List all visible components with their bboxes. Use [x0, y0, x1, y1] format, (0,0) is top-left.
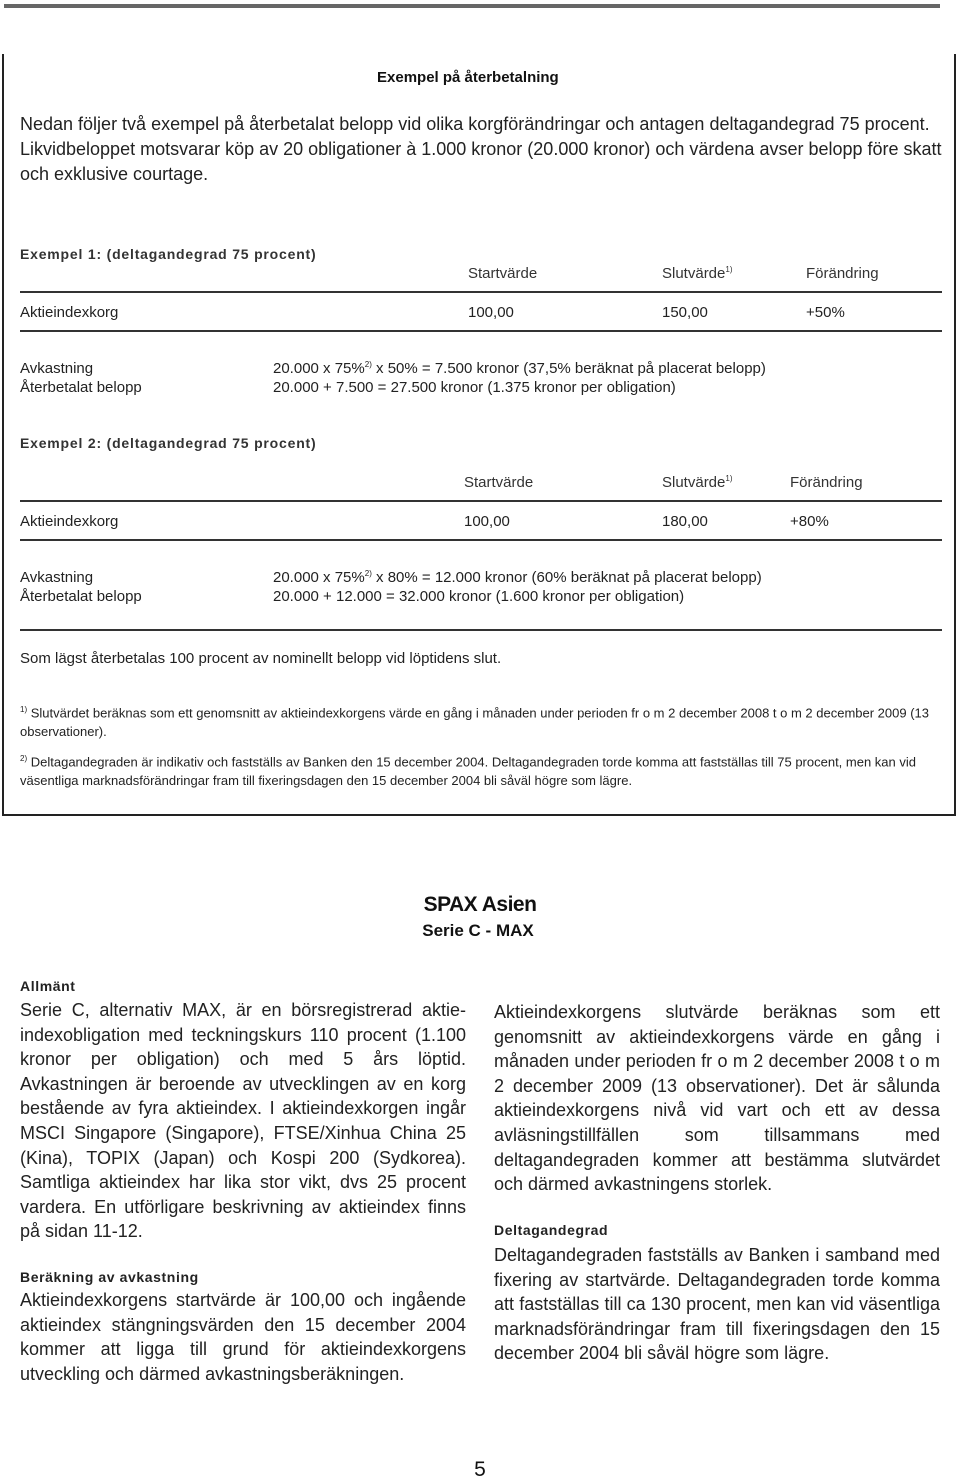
example2-col-end-label: Slutvärde [662, 474, 726, 491]
example2-repaid-label: Återbetalat belopp [20, 588, 142, 605]
example1-row-change: +50% [806, 304, 845, 321]
example1-row-label: Aktieindexkorg [20, 304, 119, 321]
example2-repaid-value: 20.000 + 12.000 = 32.000 kronor (1.600 kronor per obligation) [273, 588, 685, 605]
example2-col-change: Förändring [790, 474, 863, 491]
example1-header-rule [20, 291, 942, 293]
product-series: Serie C - MAX [422, 921, 534, 940]
example2-return-footnote: 2) [364, 569, 372, 578]
example2-row-rule [20, 539, 942, 541]
min-repayment-text: Som lägst återbetalas 100 procent av nominellt belopp vid löptidens slut. [20, 650, 502, 667]
example1-return-post: x 50% = 7.500 kronor (37,5% beräknat på placerat belopp) [371, 360, 766, 377]
general-text: Serie C, alternativ MAX, är en börsregistrerad aktie-indexobligation med teckningskurs 110 procent (1.100 kronor per obligation) och med 5 års löptid. Avkastningen är beroende av utvecklingen av en korg bestående av fyra aktieindex. I aktieindexkorgen ingår MSCI Singapore (Singapore), FTSE/Xinhua China 25 (Kina), TOPIX (Japan) och Kospi 200 (Sydkorea). Samtliga aktieindex har lika stor vikt, dvs 25 procent vardera. En utförligare beskrivning av aktieindex finns på sidan 11-12. [20, 1000, 466, 1242]
example2-row-change: +80% [790, 513, 829, 530]
participation-text: Deltagandegraden fastställs av Banken i samband med fixering av startvärde. Deltagandegraden torde komma att fastställas till ca 130 procent, men kan vid väsentliga marknadsförändringar fram till fixeringsdagen den 15 december 2004 bli såväl högre som lägre. [494, 1245, 940, 1364]
calc-text: Aktieindexkorgens startvärde är 100,00 och ingående aktieindex stängningsvärden den 15 december 2004 kommer att ligga till grund för aktieindexkorgens utveckling och därmed avkastningsberäkningen. [20, 1290, 466, 1384]
footnote-1-mark: 1) [20, 705, 28, 714]
footnote-2-mark: 2) [20, 754, 28, 763]
example2-row-start: 100,00 [464, 513, 510, 530]
example1-return-pre: 20.000 x 75% [273, 360, 365, 377]
page-number: 5 [474, 1458, 486, 1481]
general-heading: Allmänt [20, 978, 76, 994]
example1-col-start: Startvärde [468, 265, 538, 282]
example2-return-pre: 20.000 x 75% [273, 569, 365, 586]
example1-return-footnote: 2) [364, 360, 372, 369]
box-title: Exempel på återbetalning [377, 69, 559, 86]
footnote-1 [20, 700, 942, 741]
example2-return-label: Avkastning [20, 569, 94, 586]
example2-title: Exempel 2: (deltagandegrad 75 procent) [20, 435, 317, 451]
participation-heading: Deltagandegrad [494, 1222, 609, 1238]
example1-title: Exempel 1: (deltagandegrad 75 procent) [20, 246, 317, 262]
example1-repaid-label: Återbetalat belopp [20, 379, 142, 396]
box-intro: Nedan följer två exempel på återbetalat belopp vid olika korgförändringar och antagen deltagandegrad 75 procent. Likvidbeloppet motsvarar köp av 20 obligationer à 1.000 kronor (20.000 kronor) och värdena avser belopp före skatt och exklusive courtage. [20, 114, 942, 184]
example1-repaid-value: 20.000 + 7.500 = 27.500 kronor (1.375 kronor per obligation) [273, 379, 676, 396]
calc-heading: Beräkning av avkastning [20, 1269, 199, 1285]
example1-col-end [662, 265, 733, 282]
example2-return-post: x 80% = 12.000 kronor (60% beräknat på placerat belopp) [371, 569, 762, 586]
example1-row-end: 150,00 [662, 304, 708, 321]
example2-row-label: Aktieindexkorg [20, 513, 119, 530]
example1-col-end-label: Slutvärde [662, 265, 726, 282]
example2-col-end-footnote: 1) [725, 474, 733, 483]
example2-return-value [273, 569, 762, 586]
example1-return-value [273, 360, 766, 377]
example1-col-change: Förändring [806, 265, 879, 282]
example1-row-start: 100,00 [468, 304, 514, 321]
product-name: SPAX Asien [423, 893, 537, 916]
example2-header-rule [20, 500, 942, 502]
example1-row-rule [20, 330, 942, 332]
example1-return-label: Avkastning [20, 360, 94, 377]
example2-col-start: Startvärde [464, 474, 534, 491]
footnote-2 [20, 749, 942, 790]
top-border-bar [4, 4, 940, 8]
footnote-2-text: Deltagandegraden är indikativ och fastställs av Banken den 15 december 2004. Deltagandegraden torde komma att fastställas till 75 procent, men kan vid väsentliga marknadsförändringar fram till fixeringsdagen den 15 december 2004 bli såväl högre som lägre. [20, 754, 917, 789]
example2-row-end: 180,00 [662, 513, 708, 530]
example1-col-end-footnote: 1) [725, 265, 733, 274]
min-repayment-rule [20, 629, 942, 631]
footnote-1-text: Slutvärdet beräknas som ett genomsnitt av aktieindexkorgens värde en gång i månaden under perioden fr o m 2 december 2008 t o m 2 december 2009 (13 observationer). [20, 705, 930, 740]
final-value-text: Aktieindexkorgens slutvärde beräknas som ett genomsnitt av aktieindexkorgens värde en gång i månaden under perioden fr o m 2 december 2008 t o m 2 december 2009 (13 observationer). Det är sålunda aktieindexkorgens nivå vid vart och ett av dessa avläsningstillfällen som tillsammans med deltagandegraden kommer att bestämma slutvärdet och därmed avkastningens storlek. [494, 1002, 940, 1195]
example2-col-end [662, 474, 733, 491]
